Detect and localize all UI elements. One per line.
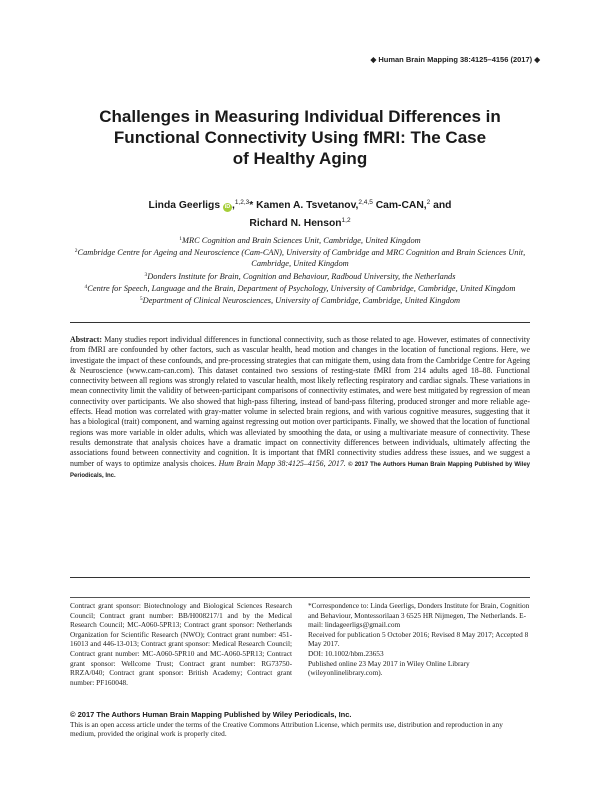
orcid-icon[interactable]: iD: [224, 204, 231, 210]
copyright-line: © 2017 The Authors Human Brain Mapping Published by Wiley Periodicals, Inc.: [70, 710, 352, 719]
abstract: [70, 335, 530, 481]
author-affil-sup: 2,4,5: [358, 199, 373, 206]
license-block: [70, 710, 530, 739]
title-line: Challenges in Measuring Individual Differences in: [99, 107, 501, 126]
footnotes: [70, 597, 530, 687]
affiliation: $^2$Cambridge Centre for Ageing and Neuroscience (Cam-CAN), University of Cambridge and MRC Cognition and Brain Sciences Unit, Cambridge, United Kingdom: [74, 248, 526, 269]
running-head: ◆ Human Brain Mapping 38:4125–4156 (2017) ◆: [370, 55, 540, 64]
affiliation-list: [70, 234, 530, 306]
license-text: This is an open access article under the terms of the Creative Commons Attribution License, which permits use, distribution and reproduction in any medium, provided the original work is properly cited.: [70, 719, 503, 739]
title-line: Functional Connectivity Using fMRI: The Case: [113, 128, 487, 147]
correspondence-footnote: [308, 601, 530, 678]
published-online: Published online 23 May 2017 in Wiley Online Library (wileyonlinelibrary.com).: [308, 658, 470, 678]
received-dates: Received for publication 5 October 2016; Revised 8 May 2017; Accepted 8 May 2017.: [308, 629, 529, 649]
abstract-label: Abstract:: [70, 335, 102, 344]
author-affil-sup: 2: [426, 199, 431, 206]
author-name[interactable]: Richard N. Henson: [249, 218, 342, 229]
affiliation: $^4$Centre for Speech, Language and the Brain, Department of Psychology, University of Cambridge, Cambridge, United Kingdom: [84, 283, 516, 293]
abstract-box: [70, 322, 530, 578]
author-affil-sup: 1,2: [341, 217, 351, 224]
correspondence: *Correspondence to: Linda Geerligs, Donders Institute for Brain, Cognition and Behaviour, Montessorilaan 3 6525 HR Nijmegen, The Netherlands. E-mail: lindageerligs@gmail.com: [308, 601, 530, 630]
citation: Hum Brain Mapp 38:4125–4156, 2017.: [218, 458, 346, 468]
author-affil-sup: 1,2,3: [234, 199, 250, 206]
abstract-copyright: © 2017 The Authors Human Brain Mapping Published by Wiley Periodicals, Inc.: [70, 461, 530, 479]
author-name[interactable]: Linda Geerligs: [148, 200, 221, 211]
author-name[interactable]: Kamen A. Tsvetanov,: [256, 200, 359, 211]
title-line: of Healthy Aging: [232, 149, 368, 168]
abstract-body: Many studies report individual differences in functional connectivity, such as those related to age. However, estimates of connectivity from fMRI are confounded by other factors, such as vascular health, head motion and changes in the location of functional regions. Here, we investigate the impact of these confounds, and pre-processing strategies that can mitigate them, using data from the Cambridge Centre for Ageing & Neuroscience (www.cam-can.com). This dataset contained two sessions of resting-state fMRI from 214 adults aged 18–88. Functional connectivity between all regions was strongly related to vascular health, most likely reflecting respiratory and cardiac signals. These variations in mean connectivity limit the validity of between-participant comparisons of connectivity estimates, and were best mitigated by regression of mean connectivity over participants. We also showed that high-pass filtering, instead of band-pass filtering, produced stronger and more reliable age-effects. Head motion was correlated with gray-matter volume in selected brain regions, and with various cognitive measures, suggesting that it has a biological (trait) component, and warning against regressing out motion over participants. Finally, we showed that the location of functional regions was more variable in older adults, which was alleviated by smoothing the data, or using a multivariate measure of connectivity. These results demonstrate that analysis choices have a dramatic impact on connectivity differences between individuals, ultimately affecting the associations found between connectivity and cognition. It is important that fMRI connectivity studies address these issues, and we suggest a number of ways to optimize analysis choices.: [70, 335, 530, 468]
doi-link[interactable]: DOI: 10.1002/hbm.23653: [308, 648, 384, 658]
affiliation: $^3$Donders Institute for Brain, Cognition and Behaviour, Radboud University, the Netherlands: [144, 271, 456, 281]
author-list: Linda Geerligs iD ,$^{1,2,3}$* Kamen A. Tsvetanov,$^{2,4,5}$ Cam-CAN,$^2$ and Richard N. Henson$^{1,2}$: [148, 199, 452, 229]
affiliation: $^5$Department of Clinical Neurosciences, University of Cambridge, Cambridge, United Kingdom: [139, 296, 461, 306]
affiliation: $^1$MRC Cognition and Brain Sciences Unit, Cambridge, United Kingdom: [179, 236, 421, 245]
funding-footnote: Contract grant sponsor: Biotechnology and Biological Sciences Research Council; Contract grant number: BB/H008217/1 and by the Medical Research Council; MC-A060-5PR13; Contract grant sponsor: Netherlands Organization for Scientific Research (NWO); Contract grant number: 451-16013 and 446-13-013; Contract grant sponsor: Medical Research Council; Contract grant number: MC-A060-5PR10 and MC-A060-5PR13; Contract grant sponsor: Wellcome Trust; Contract grant number: RG73750-RRZA/040; Contract grant sponsor: British Academy; Contract grant number: PF160048.: [70, 601, 292, 687]
author-name[interactable]: Cam-CAN,: [375, 200, 427, 211]
footnote-divider: [70, 597, 530, 598]
article-title: [70, 106, 530, 169]
